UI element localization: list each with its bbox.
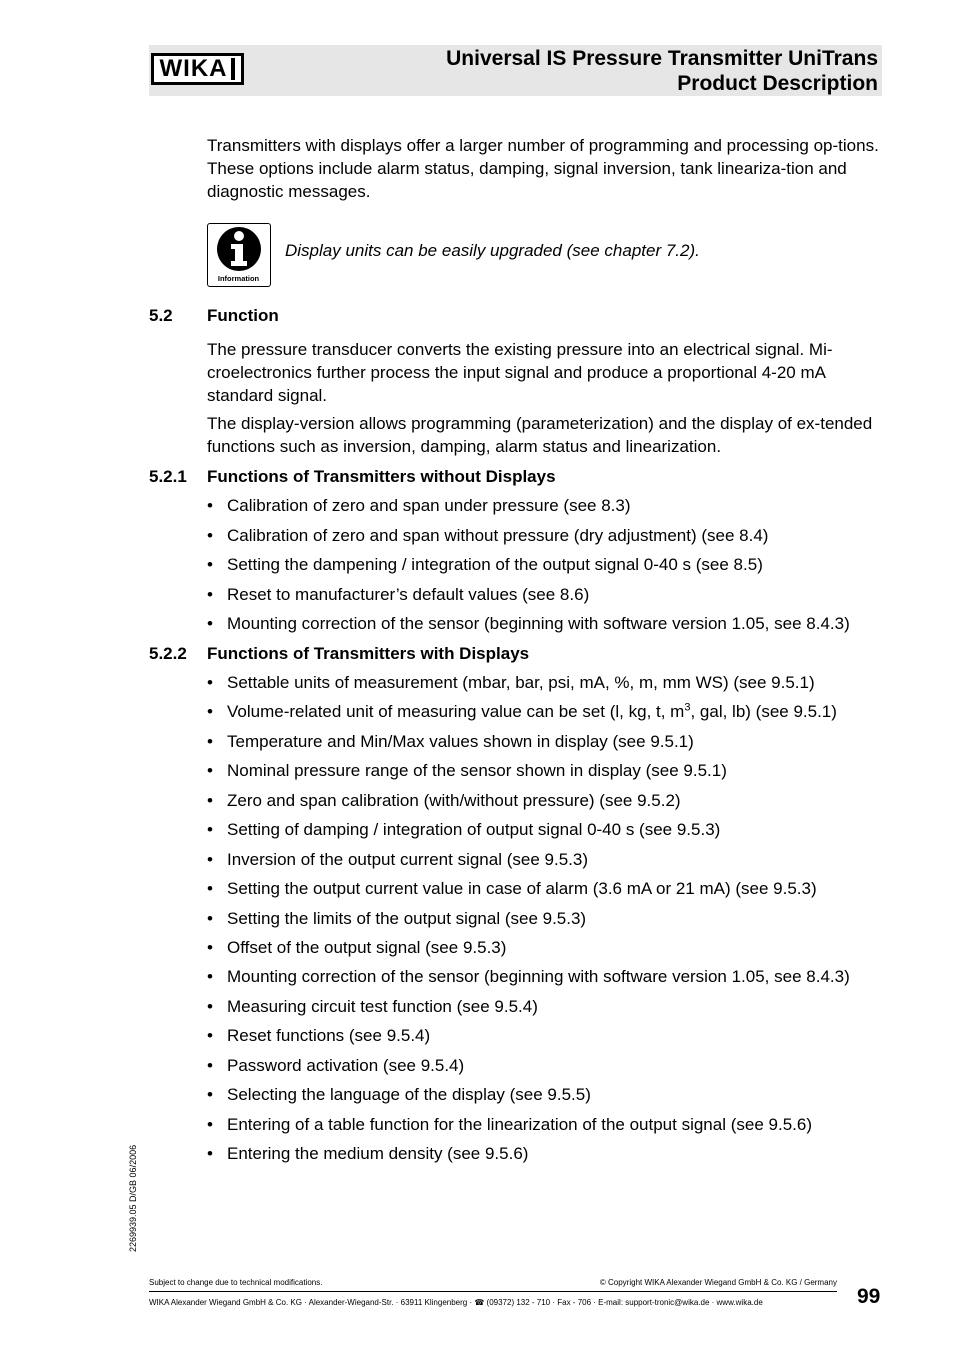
logo-bar (231, 58, 235, 80)
wika-logo (151, 53, 244, 85)
list-item: • Entering the medium density (see 9.5.6) (207, 1142, 850, 1171)
list-item: • Calibration of zero and span without pressure (dry adjustment) (see 8.4) (207, 524, 850, 554)
list-item: • Setting of damping / integration of output signal 0-40 s (see 9.5.3) (207, 818, 850, 847)
list-item: • Nominal pressure range of the sensor shown in display (see 9.5.1) (207, 759, 850, 788)
list-item: • Temperature and Min/Max values shown in display (see 9.5.1) (207, 730, 850, 759)
list-item: • Setting the output current value in case of alarm (3.6 mA or 21 mA) (see 9.5.3) (207, 877, 850, 906)
information-icon-graphic (208, 224, 269, 285)
page-title (446, 46, 878, 96)
list-item-text-tail: , gal, lb) (see 9.5.1) (690, 702, 837, 722)
list-item: • Reset to manufacturer’s default values (see 8.6) (207, 583, 850, 613)
list-item: • Password activation (see 9.5.4) (207, 1054, 850, 1083)
functions-without-displays-list (207, 494, 850, 642)
info-note: Display units can be easily upgraded (see chapter 7.2). (285, 241, 700, 260)
footer-copyright: © Copyright WIKA Alexander Wiegand GmbH & Co. KG / Germany (599, 1278, 837, 1287)
section-title: Functions of Transmitters without Displays (207, 467, 556, 486)
list-item: • Selecting the language of the display (see 9.5.5) (207, 1083, 850, 1112)
footer-address: WIKA Alexander Wiegand GmbH & Co. KG · Alexander-Wiegand-Str. · 63911 Klingenberg · ☎ (09372) 132 - 710 · Fax - 706 · E-mail: support-tronic@wika.de · www.wika.de (149, 1298, 763, 1307)
footer-divider (149, 1291, 837, 1292)
section-number: 5.2 (149, 306, 173, 325)
footer-disclaimer: Subject to change due to technical modifications. (149, 1278, 323, 1287)
section-number: 5.2.2 (149, 644, 187, 663)
list-item: • Settable units of measurement (mbar, bar, psi, mA, %, m, mm WS) (see 9.5.1) (207, 671, 850, 700)
section-number: 5.2.1 (149, 467, 187, 486)
list-item: • Entering of a table function for the linearization of the output signal (see 9.5.6) (207, 1113, 850, 1142)
information-icon-label: Information (217, 274, 260, 283)
document-code: 2269939.05 D/GB 06/2006 (128, 1144, 138, 1252)
list-item: • Mounting correction of the sensor (beginning with software version 1.05, see 8.4.3) (207, 612, 850, 642)
list-item: • Zero and span calibration (with/without pressure) (see 9.5.2) (207, 789, 850, 818)
function-paragraph-1: The pressure transducer converts the existing pressure into an electrical signal. Mi-croelectronics further process the input signal and produce a proportional 4-20 mA standard signal. (207, 340, 833, 405)
title-line-2: Product Description (677, 72, 878, 95)
intro-paragraph: Transmitters with displays offer a larger number of programming and processing op-tions. These options include alarm status, damping, signal inversion, tank lineariza-tion and diagnostic messages. (207, 136, 879, 201)
page-number: 99 (857, 1285, 881, 1308)
list-item-text: Volume-related unit of measuring value can be set (l, kg, t, m (227, 702, 685, 722)
list-item: • Inversion of the output current signal (see 9.5.3) (207, 848, 850, 877)
list-item: • Calibration of zero and span under pressure (see 8.3) (207, 494, 850, 524)
function-paragraph-2: The display-version allows programming (parameterization) and the display of ex-tended functions such as inversion, damping, alarm status and linearization. (207, 414, 873, 456)
list-item: • Setting the limits of the output signal (see 9.5.3) (207, 907, 850, 936)
list-item: • Measuring circuit test function (see 9.5.4) (207, 995, 850, 1024)
section-title: Function (207, 306, 279, 325)
list-item: • Setting the dampening / integration of the output signal 0-40 s (see 8.5) (207, 553, 850, 583)
information-icon (207, 223, 271, 287)
section-title: Functions of Transmitters with Displays (207, 644, 530, 663)
title-line-1: Universal IS Pressure Transmitter UniTrans (446, 47, 878, 70)
list-item: • Offset of the output signal (see 9.5.3) (207, 936, 850, 965)
functions-with-displays-list (207, 671, 850, 1171)
list-item: • Reset functions (see 9.5.4) (207, 1024, 850, 1053)
logo-text: WIKA (159, 55, 228, 82)
list-item (207, 700, 850, 729)
superscript: 3 (684, 701, 691, 714)
list-item: • Mounting correction of the sensor (beginning with software version 1.05, see 8.4.3) (207, 965, 850, 994)
